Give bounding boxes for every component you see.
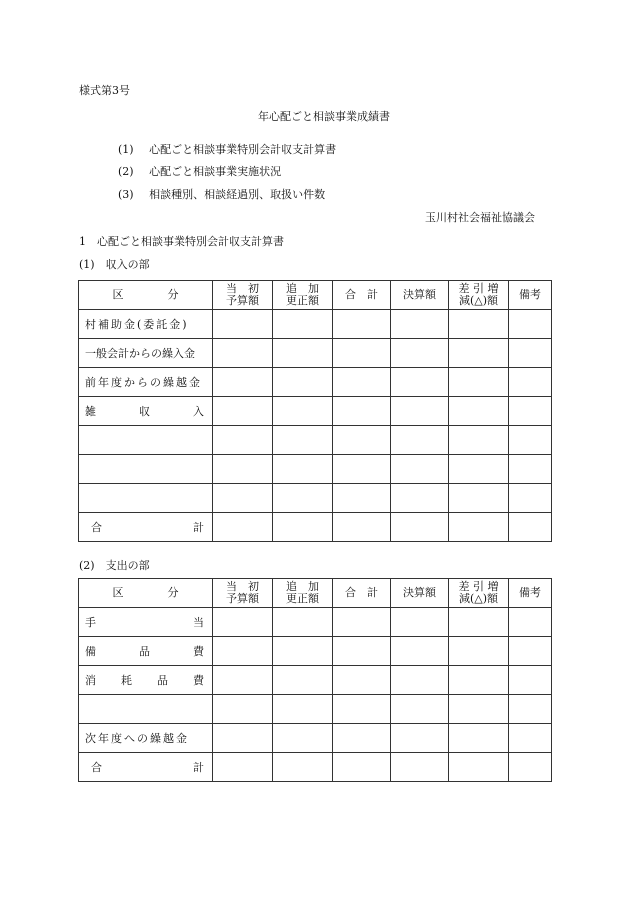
toc-item: [118, 186, 325, 202]
cell: [391, 695, 449, 724]
label-char: 雑: [85, 405, 96, 418]
header-cell: 差 引 増 減(△)額: [449, 579, 509, 608]
cell: [509, 397, 552, 426]
header-cell: 区 分: [79, 281, 213, 310]
cell: [273, 637, 333, 666]
cell: [449, 695, 509, 724]
row-label: [79, 666, 213, 695]
header-cell: 追 加 更正額: [273, 281, 333, 310]
cell: [213, 339, 273, 368]
label-char: 消: [85, 674, 96, 687]
table-row: [79, 724, 552, 753]
cell: [449, 608, 509, 637]
label-char: 手: [85, 616, 96, 629]
header-cell: 差 引 増 減(△)額: [449, 281, 509, 310]
table-row: [79, 397, 552, 426]
row-label: [79, 608, 213, 637]
table-header-row: [79, 579, 552, 608]
cell: [333, 455, 391, 484]
cell: [449, 426, 509, 455]
row-label: 一般会計からの繰入金: [79, 339, 213, 368]
toc-text: 心配ごと相談事業特別会計収支計算書: [149, 143, 337, 156]
cell: [333, 637, 391, 666]
cell: [391, 666, 449, 695]
cell: [333, 608, 391, 637]
label-char: 費: [193, 674, 204, 687]
expense-heading: (2) 支出の部: [79, 559, 150, 572]
expense-table: [78, 578, 552, 782]
table-row: [79, 310, 552, 339]
label-char: 入: [193, 405, 204, 418]
label-char: 費: [193, 645, 204, 658]
cell: [391, 484, 449, 513]
cell: [273, 455, 333, 484]
table-row: [79, 339, 552, 368]
row-label-text: [79, 519, 212, 535]
label-char: 合: [91, 761, 102, 774]
cell: [449, 753, 509, 782]
table-row: [79, 484, 552, 513]
form-number: 様式第3号: [79, 84, 130, 97]
cell: [333, 426, 391, 455]
row-label-text: [79, 672, 212, 688]
cell: [509, 695, 552, 724]
cell: [509, 666, 552, 695]
table-row: [79, 695, 552, 724]
row-label: [79, 637, 213, 666]
cell: [391, 753, 449, 782]
cell: [273, 310, 333, 339]
cell: [449, 397, 509, 426]
cell: [333, 397, 391, 426]
cell: [391, 637, 449, 666]
row-label: 村補助金(委託金): [79, 310, 213, 339]
table-total-row: [79, 513, 552, 542]
cell: [449, 724, 509, 753]
toc-text: 相談種別、相談経過別、取扱い件数: [149, 188, 326, 201]
table-row: [79, 455, 552, 484]
header-cell: 当 初 予算額: [213, 579, 273, 608]
label-char: 合: [91, 521, 102, 534]
cell: [273, 339, 333, 368]
header-cell: 合 計: [333, 281, 391, 310]
cell: [273, 426, 333, 455]
toc-num: (2): [118, 165, 134, 178]
cell: [509, 426, 552, 455]
header-cell: 決算額: [391, 281, 449, 310]
cell: [213, 724, 273, 753]
table-total-row: [79, 753, 552, 782]
cell: [509, 513, 552, 542]
table-row: [79, 608, 552, 637]
cell: [333, 753, 391, 782]
label-char: 品: [157, 674, 168, 687]
row-label: [79, 455, 213, 484]
cell: [449, 310, 509, 339]
label-char: 収: [139, 405, 150, 418]
cell: [273, 397, 333, 426]
cell: [333, 368, 391, 397]
table-row: [79, 637, 552, 666]
cell: [213, 513, 273, 542]
cell: [509, 753, 552, 782]
toc-item: [118, 141, 336, 157]
cell: [391, 724, 449, 753]
label-char: 計: [193, 521, 204, 534]
cell: [213, 695, 273, 724]
cell: [391, 608, 449, 637]
table-row: [79, 426, 552, 455]
cell: [509, 608, 552, 637]
cell: [333, 310, 391, 339]
header-cell: 備考: [509, 281, 552, 310]
page-title: 年心配ごと相談事業成績書: [258, 110, 390, 123]
cell: [449, 339, 509, 368]
row-label: [79, 513, 213, 542]
cell: [333, 724, 391, 753]
cell: [509, 310, 552, 339]
cell: [213, 368, 273, 397]
cell: [213, 310, 273, 339]
label-char: 耗: [121, 674, 132, 687]
income-table: [78, 280, 552, 542]
cell: [333, 513, 391, 542]
row-label: [79, 397, 213, 426]
cell: [273, 368, 333, 397]
label-char: 当: [193, 616, 204, 629]
cell: [391, 455, 449, 484]
cell: [509, 455, 552, 484]
label-char: 品: [139, 645, 150, 658]
cell: [509, 339, 552, 368]
row-label: 次年度への繰越金: [79, 724, 213, 753]
cell: [449, 637, 509, 666]
label-char: 備: [85, 645, 96, 658]
cell: [391, 339, 449, 368]
cell: [449, 368, 509, 397]
cell: [213, 666, 273, 695]
cell: [273, 513, 333, 542]
cell: [391, 397, 449, 426]
row-label: [79, 695, 213, 724]
header-cell: 合 計: [333, 579, 391, 608]
cell: [213, 397, 273, 426]
row-label-text: [79, 759, 212, 775]
cell: [391, 513, 449, 542]
organization-name: 玉川村社会福祉協議会: [425, 211, 535, 224]
row-label-text: [79, 614, 212, 630]
cell: [509, 484, 552, 513]
label-char: 計: [193, 761, 204, 774]
cell: [391, 310, 449, 339]
cell: [449, 513, 509, 542]
cell: [449, 484, 509, 513]
row-label-text: [79, 643, 212, 659]
cell: [273, 724, 333, 753]
row-label-text: [79, 403, 212, 419]
row-label: [79, 484, 213, 513]
cell: [213, 426, 273, 455]
table-header-row: [79, 281, 552, 310]
header-cell: 備考: [509, 579, 552, 608]
table-row: [79, 368, 552, 397]
header-cell: 当 初 予算額: [213, 281, 273, 310]
income-heading: (1) 収入の部: [79, 258, 150, 271]
cell: [273, 666, 333, 695]
cell: [213, 455, 273, 484]
cell: [273, 484, 333, 513]
table-row: [79, 666, 552, 695]
row-label: [79, 753, 213, 782]
cell: [213, 608, 273, 637]
cell: [273, 608, 333, 637]
toc-item: [118, 163, 281, 179]
header-cell: 区 分: [79, 579, 213, 608]
cell: [333, 484, 391, 513]
row-label: [79, 426, 213, 455]
cell: [449, 666, 509, 695]
cell: [509, 637, 552, 666]
cell: [449, 455, 509, 484]
cell: [509, 724, 552, 753]
toc-text: 心配ごと相談事業実施状況: [149, 165, 282, 178]
cell: [509, 368, 552, 397]
toc-num: (1): [118, 143, 134, 156]
cell: [333, 666, 391, 695]
cell: [213, 637, 273, 666]
row-label: 前年度からの繰越金: [79, 368, 213, 397]
cell: [273, 753, 333, 782]
cell: [213, 484, 273, 513]
cell: [333, 695, 391, 724]
cell: [273, 695, 333, 724]
cell: [333, 339, 391, 368]
section-heading: 1 心配ごと相談事業特別会計収支計算書: [79, 235, 284, 248]
cell: [213, 753, 273, 782]
toc-num: (3): [118, 188, 134, 201]
header-cell: 追 加 更正額: [273, 579, 333, 608]
header-cell: 決算額: [391, 579, 449, 608]
cell: [391, 368, 449, 397]
cell: [391, 426, 449, 455]
